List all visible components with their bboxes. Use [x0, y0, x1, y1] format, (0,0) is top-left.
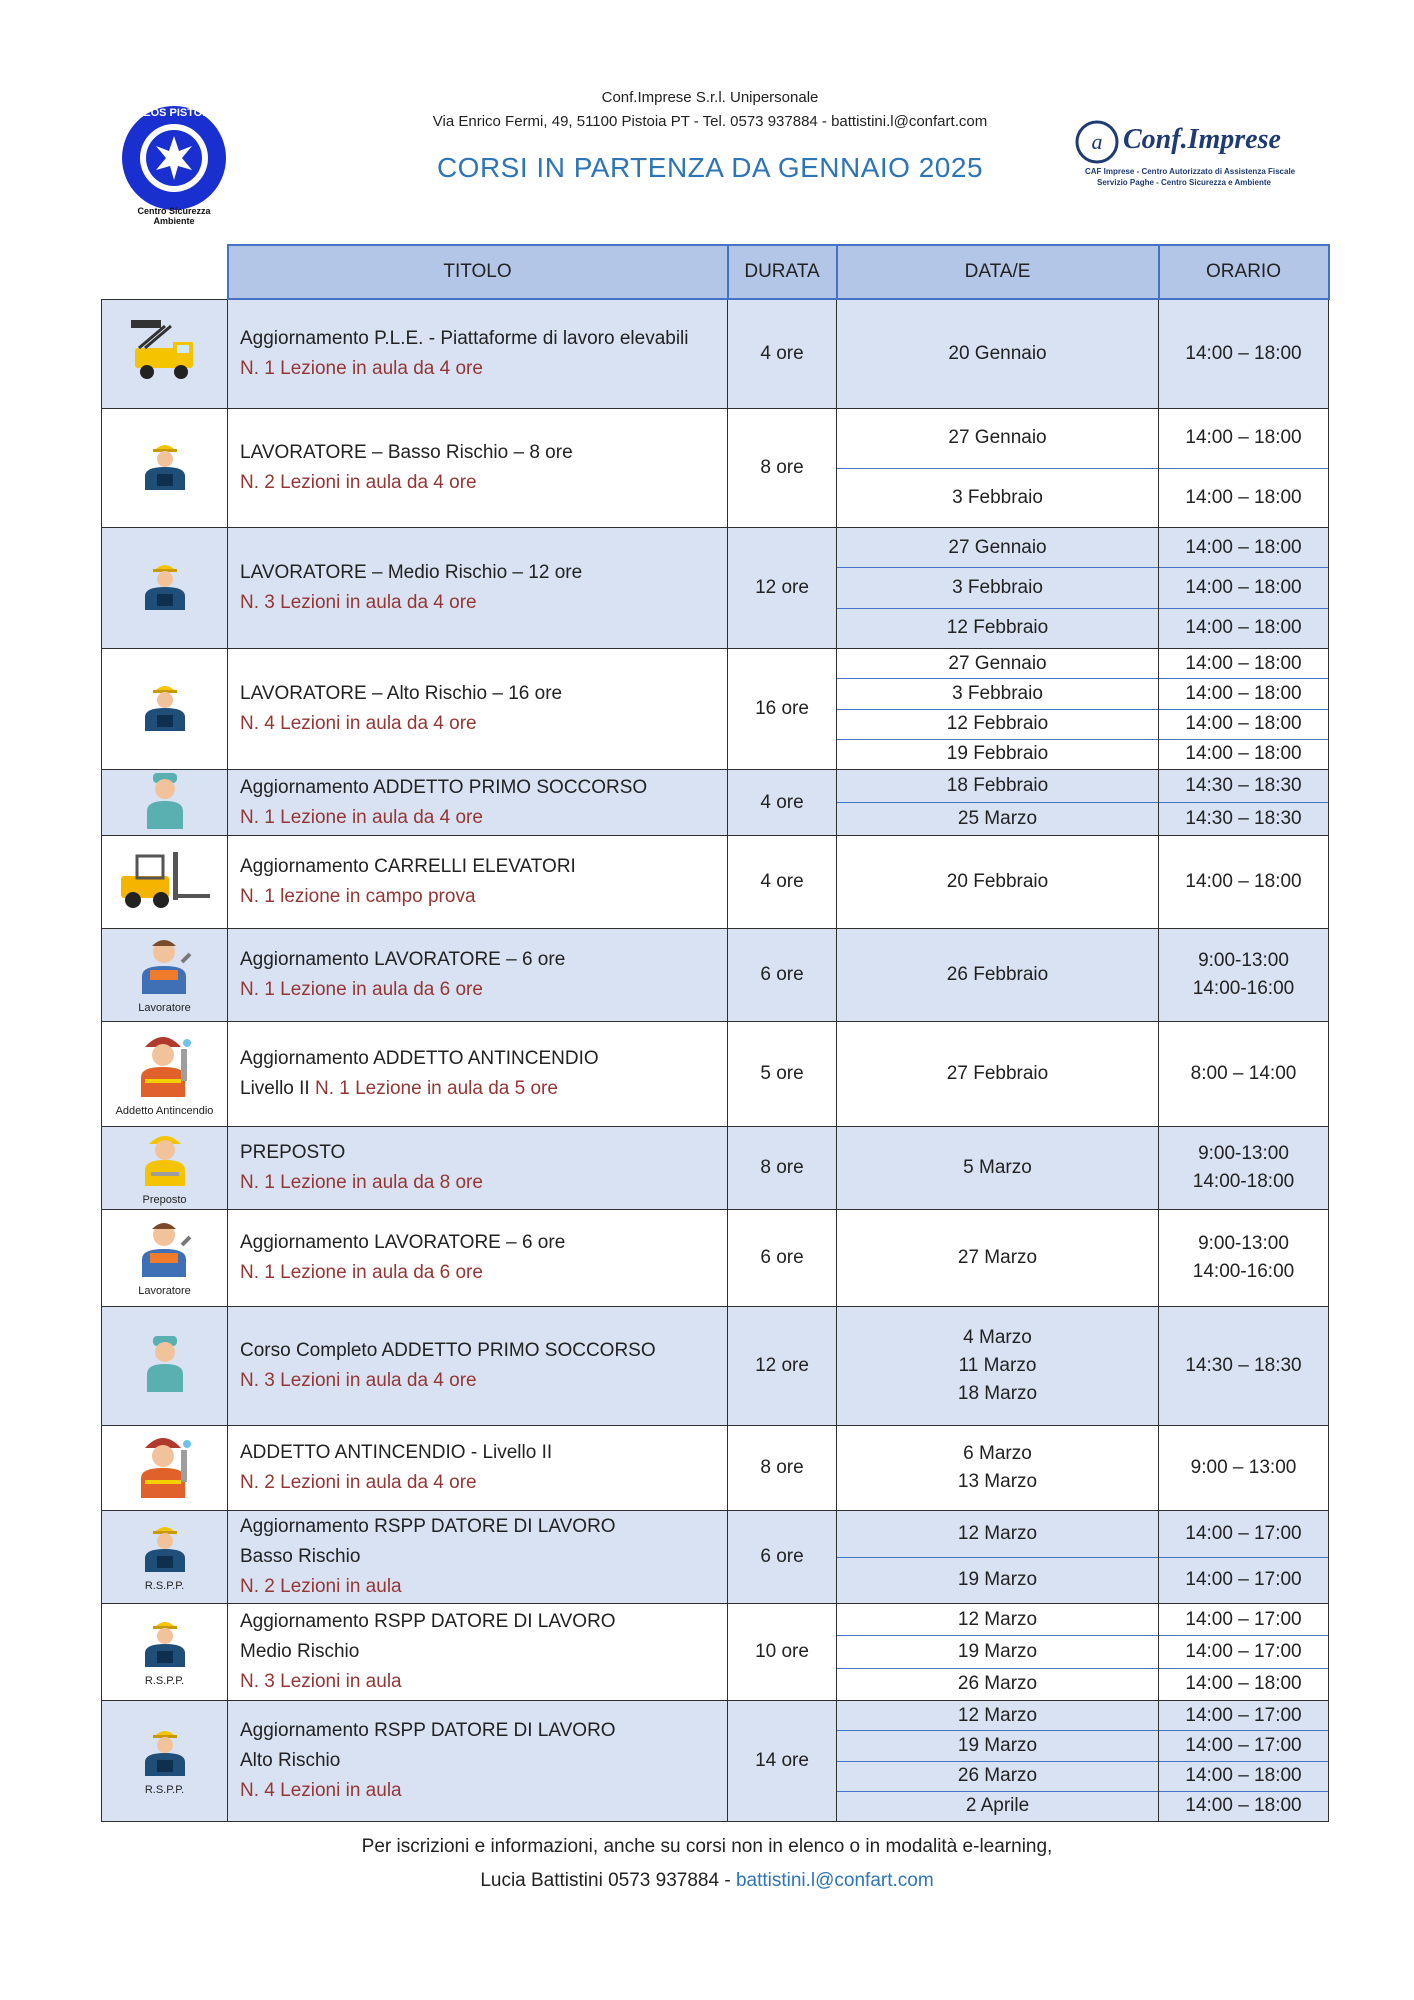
course-date: 26 Marzo — [957, 1673, 1038, 1695]
course-date: 12 Marzo — [837, 1701, 1158, 1731]
table-row — [102, 1022, 1329, 1127]
course-date: 11 Marzo — [958, 1355, 1037, 1376]
course-time: 14:00 – 18:00 — [1185, 617, 1302, 639]
course-date-cell — [837, 929, 1159, 1022]
course-icon-cell — [102, 1426, 228, 1511]
course-time-cell — [1159, 409, 1329, 528]
course-lessons: N. 2 Lezioni in aula — [240, 1576, 402, 1597]
course-title-cell — [228, 929, 728, 1022]
course-date: 27 Gennaio — [837, 409, 1158, 469]
course-time-cell — [1159, 770, 1329, 836]
course-title-cell — [228, 1426, 728, 1511]
course-duration: 4 ore — [728, 836, 837, 929]
course-date: 19 Marzo — [837, 1731, 1158, 1761]
table-row — [102, 1307, 1329, 1426]
course-time: 14:00 – 17:00 — [1159, 1511, 1328, 1558]
icon-caption: Addetto Antincendio — [115, 1104, 214, 1117]
course-time: 9:00-13:00 — [1198, 1143, 1289, 1164]
course-duration: 6 ore — [728, 1511, 837, 1604]
supervisor-icon — [141, 1170, 189, 1191]
svg-text:Conf.Imprese: Conf.Imprese — [1123, 124, 1281, 155]
course-icon-cell — [102, 1307, 228, 1426]
firefighter-icon — [137, 1482, 193, 1503]
course-date: 12 Marzo — [837, 1604, 1158, 1636]
course-lessons: N. 2 Lezioni in aula da 4 ore — [240, 1472, 477, 1493]
table-row — [102, 1210, 1329, 1307]
course-date: 18 Febbraio — [837, 770, 1158, 803]
course-time: 14:00 – 18:00 — [1159, 710, 1328, 740]
course-duration: 6 ore — [728, 929, 837, 1022]
course-date-cell — [837, 770, 1159, 836]
course-time: 14:00 – 18:00 — [1185, 1673, 1302, 1695]
mechanic-icon — [138, 1261, 192, 1282]
course-time: 14:00 – 17:00 — [1159, 1731, 1328, 1761]
svg-text:GEOS PISTOIA: GEOS PISTOIA — [134, 107, 214, 119]
course-date-cell — [837, 299, 1159, 409]
course-title-cell — [228, 1701, 728, 1822]
course-date: 19 Febbraio — [946, 743, 1049, 765]
course-time: 14:00 – 18:00 — [1185, 1795, 1302, 1817]
course-duration: 8 ore — [728, 409, 837, 528]
course-date-cell — [837, 649, 1159, 770]
course-lessons: N. 1 Lezione in aula da 6 ore — [240, 979, 483, 1000]
course-date: 12 Febbraio — [837, 710, 1158, 740]
footer-contact: Lucia Battistini 0573 937884 - — [480, 1870, 736, 1891]
course-date: 20 Febbraio — [946, 871, 1049, 892]
icon-caption: R.S.P.P. — [144, 1579, 185, 1592]
course-time: 14:00 – 18:00 — [1185, 486, 1302, 508]
course-icon-cell — [102, 1022, 228, 1127]
header-time: ORARIO — [1159, 245, 1329, 299]
icon-caption: R.S.P.P. — [144, 1783, 185, 1796]
course-time: 14:00 – 17:00 — [1185, 1569, 1302, 1591]
course-time: 14:30 – 18:30 — [1159, 770, 1328, 803]
company-info — [360, 86, 1060, 134]
table-row — [102, 299, 1329, 409]
nurse-icon — [143, 1376, 187, 1397]
header-blank — [102, 245, 228, 299]
course-date-cell — [837, 1701, 1159, 1822]
course-time: 14:00 – 17:00 — [1159, 1701, 1328, 1731]
course-time-cell — [1159, 1022, 1329, 1127]
course-time: 14:00 – 17:00 — [1159, 1636, 1328, 1668]
course-date-cell — [837, 1022, 1159, 1127]
course-date-cell — [837, 1127, 1159, 1210]
course-date-cell — [837, 1426, 1159, 1511]
course-lessons: N. 1 Lezione in aula da 4 ore — [240, 806, 483, 828]
course-date-cell — [837, 836, 1159, 929]
course-title: Aggiornamento ADDETTO ANTINCENDIO — [240, 1048, 599, 1069]
footer-line2 — [200, 1864, 1214, 1898]
course-date-cell — [837, 409, 1159, 528]
course-title-cell — [228, 1210, 728, 1307]
course-duration: 4 ore — [728, 299, 837, 409]
course-date: 3 Febbraio — [837, 568, 1158, 608]
course-level: Livello II — [240, 1078, 310, 1099]
course-lessons: N. 4 Lezioni in aula da 4 ore — [240, 713, 477, 734]
course-title: Aggiornamento P.L.E. - Piattaforme di lavoro elevabili — [240, 328, 689, 349]
course-date: 20 Gennaio — [948, 343, 1047, 364]
table-row — [102, 409, 1329, 528]
course-time: 14:00 – 17:00 — [1159, 1604, 1328, 1636]
header-dates: DATA/E — [837, 245, 1159, 299]
company-name: Conf.Imprese S.r.l. Unipersonale — [601, 89, 819, 106]
svg-text:CAF Imprese - Centro Autorizza: CAF Imprese - Centro Autorizzato di Assistenza Fiscale — [1085, 167, 1296, 176]
svg-text:Ambiente: Ambiente — [153, 216, 195, 226]
course-title: PREPOSTO — [240, 1142, 346, 1163]
course-date: 27 Febbraio — [946, 1063, 1049, 1084]
course-time-cell — [1159, 1307, 1329, 1426]
course-title: Aggiornamento LAVORATORE – 6 ore — [240, 1232, 566, 1253]
course-title: Aggiornamento CARRELLI ELEVATORI — [240, 856, 576, 877]
course-lessons: N. 3 Lezioni in aula da 4 ore — [240, 592, 477, 613]
course-title-cell — [228, 770, 728, 836]
course-time-cell — [1159, 1426, 1329, 1511]
course-duration: 6 ore — [728, 1210, 837, 1307]
course-duration: 16 ore — [728, 649, 837, 770]
course-date: 19 Marzo — [837, 1636, 1158, 1668]
forklift-icon — [115, 896, 215, 917]
course-date: 12 Febbraio — [946, 617, 1049, 639]
course-date: 5 Marzo — [963, 1157, 1032, 1178]
course-time-cell — [1159, 929, 1329, 1022]
worker-icon — [143, 1651, 187, 1672]
icon-caption: Lavoratore — [138, 1284, 191, 1297]
course-time: 8:00 – 14:00 — [1190, 1063, 1297, 1084]
course-lessons: N. 2 Lezioni in aula da 4 ore — [240, 472, 477, 493]
course-duration: 8 ore — [728, 1127, 837, 1210]
course-icon-cell — [102, 836, 228, 929]
truck-lift-icon — [125, 368, 205, 389]
course-date: 6 Marzo — [963, 1443, 1032, 1464]
course-title: Aggiornamento ADDETTO PRIMO SOCCORSO — [240, 776, 648, 798]
course-title-cell — [228, 1307, 728, 1426]
course-time: 14:00 – 18:00 — [1185, 743, 1302, 765]
course-icon-cell — [102, 1127, 228, 1210]
course-icon-cell — [102, 1701, 228, 1822]
course-lessons: N. 1 Lezione in aula da 5 ore — [314, 1078, 558, 1099]
course-time: 9:00 – 13:00 — [1190, 1457, 1297, 1478]
svg-text:Servizio Paghe - Centro Sicure: Servizio Paghe - Centro Sicurezza e Ambiente — [1097, 178, 1271, 187]
course-date-cell — [837, 1604, 1159, 1701]
table-row — [102, 649, 1329, 770]
course-time-cell — [1159, 1511, 1329, 1604]
course-title-cell — [228, 1511, 728, 1604]
table-header-row — [102, 245, 1329, 299]
course-title: Aggiornamento RSPP DATORE DI LAVORO — [240, 1516, 616, 1537]
course-time: 9:00-13:00 — [1198, 950, 1289, 971]
course-date-cell — [837, 1511, 1159, 1604]
worker-icon — [143, 715, 187, 736]
course-date-cell — [837, 528, 1159, 649]
course-title-cell — [228, 299, 728, 409]
course-duration: 10 ore — [728, 1604, 837, 1701]
course-title-cell — [228, 528, 728, 649]
course-date: 19 Marzo — [957, 1569, 1038, 1591]
course-title: Corso Completo ADDETTO PRIMO SOCCORSO — [240, 1340, 656, 1361]
course-title-cell — [228, 1604, 728, 1701]
course-lessons: N. 3 Lezioni in aula da 4 ore — [240, 1370, 477, 1391]
footer — [200, 1830, 1214, 1898]
nurse-icon — [143, 813, 187, 834]
course-level: Medio Rischio — [240, 1641, 360, 1662]
footer-line1: Per iscrizioni e informazioni, anche su corsi non in elenco o in modalità e-learning, — [361, 1836, 1053, 1857]
mechanic-icon — [138, 978, 192, 999]
course-title-line2 — [240, 1074, 727, 1104]
course-icon-cell — [102, 770, 228, 836]
course-time: 14:00 – 18:00 — [1159, 409, 1328, 469]
course-icon-cell — [102, 649, 228, 770]
course-date: 18 Marzo — [957, 1383, 1038, 1404]
course-time: 14:00-16:00 — [1192, 978, 1295, 999]
course-level: Alto Rischio — [240, 1750, 341, 1771]
course-time-cell — [1159, 649, 1329, 770]
table-row — [102, 1426, 1329, 1511]
course-icon-cell — [102, 299, 228, 409]
table-row — [102, 1604, 1329, 1701]
svg-text:a: a — [1091, 129, 1103, 154]
course-date: 25 Marzo — [957, 808, 1038, 829]
courses-table — [101, 244, 1330, 1822]
course-title-cell — [228, 836, 728, 929]
course-level: Basso Rischio — [240, 1546, 361, 1567]
course-time: 9:00-13:00 — [1198, 1233, 1289, 1254]
course-time: 14:30 – 18:30 — [1185, 808, 1302, 829]
course-time: 14:00 – 18:00 — [1159, 1762, 1328, 1792]
course-time: 14:00 – 18:00 — [1159, 528, 1328, 568]
table-row — [102, 1701, 1329, 1822]
course-date-cell — [837, 1307, 1159, 1426]
icon-caption: R.S.P.P. — [144, 1674, 185, 1687]
confimprese-logo — [1075, 112, 1315, 192]
course-icon-cell — [102, 528, 228, 649]
course-time-cell — [1159, 836, 1329, 929]
course-title: LAVORATORE – Medio Rischio – 12 ore — [240, 562, 583, 583]
footer-email-link[interactable]: battistini.l@confart.com — [735, 1870, 934, 1891]
course-date: 4 Marzo — [963, 1327, 1032, 1348]
course-lessons: N. 1 Lezione in aula da 4 ore — [240, 358, 483, 379]
course-date: 2 Aprile — [965, 1795, 1030, 1817]
course-title: Aggiornamento RSPP DATORE DI LAVORO — [240, 1720, 616, 1741]
worker-icon — [143, 1556, 187, 1577]
course-date: 12 Marzo — [837, 1511, 1158, 1558]
worker-icon — [143, 1760, 187, 1781]
course-duration: 4 ore — [728, 770, 837, 836]
course-lessons: N. 4 Lezioni in aula — [240, 1780, 402, 1801]
course-title-cell — [228, 1022, 728, 1127]
course-lessons: N. 1 Lezione in aula da 6 ore — [240, 1262, 483, 1283]
course-time-cell — [1159, 1604, 1329, 1701]
course-time: 14:00-16:00 — [1192, 1261, 1295, 1282]
course-title-line2 — [240, 1637, 727, 1667]
course-icon-cell — [102, 929, 228, 1022]
page-title: CORSI IN PARTENZA DA GENNAIO 2025 — [436, 152, 984, 183]
course-lessons: N. 1 Lezione in aula da 8 ore — [240, 1172, 483, 1193]
course-title-line2 — [240, 1542, 727, 1572]
worker-icon — [143, 474, 187, 495]
course-title: Aggiornamento RSPP DATORE DI LAVORO — [240, 1611, 616, 1632]
table-row — [102, 528, 1329, 649]
svg-text:Centro Sicurezza: Centro Sicurezza — [137, 206, 211, 216]
course-time: 14:00 – 18:00 — [1185, 871, 1302, 892]
course-date: 26 Marzo — [837, 1762, 1158, 1792]
company-address: Via Enrico Fermi, 49, 51100 Pistoia PT - Tel. 0573 937884 - battistini.l@confart.com — [432, 113, 988, 130]
course-title: LAVORATORE – Alto Rischio – 16 ore — [240, 683, 563, 704]
course-date: 3 Febbraio — [837, 679, 1158, 709]
table-row — [102, 836, 1329, 929]
course-icon-cell — [102, 1511, 228, 1604]
course-lessons: N. 1 lezione in campo prova — [240, 886, 476, 907]
course-duration: 12 ore — [728, 528, 837, 649]
course-time: 14:00 – 18:00 — [1159, 568, 1328, 608]
course-date-cell — [837, 1210, 1159, 1307]
course-time-cell — [1159, 1210, 1329, 1307]
course-date: 26 Febbraio — [946, 964, 1049, 985]
worker-icon — [143, 594, 187, 615]
course-time: 14:00-18:00 — [1192, 1171, 1295, 1192]
course-time-cell — [1159, 1701, 1329, 1822]
course-title-line2 — [240, 1746, 727, 1776]
table-row — [102, 929, 1329, 1022]
geos-pistoia-logo — [112, 96, 247, 226]
course-date: 27 Marzo — [957, 1247, 1038, 1268]
icon-caption: Preposto — [142, 1193, 187, 1206]
course-time-cell — [1159, 299, 1329, 409]
course-duration: 8 ore — [728, 1426, 837, 1511]
course-title: Aggiornamento LAVORATORE – 6 ore — [240, 949, 566, 970]
header-duration: DURATA — [728, 245, 837, 299]
table-row — [102, 1127, 1329, 1210]
course-date: 13 Marzo — [957, 1471, 1038, 1492]
course-duration: 12 ore — [728, 1307, 837, 1426]
course-icon-cell — [102, 1604, 228, 1701]
table-row — [102, 1511, 1329, 1604]
course-time-cell — [1159, 528, 1329, 649]
firefighter-icon — [137, 1081, 193, 1102]
header-title: TITOLO — [228, 245, 728, 299]
course-icon-cell — [102, 409, 228, 528]
course-title: LAVORATORE – Basso Rischio – 8 ore — [240, 442, 573, 463]
course-time: 14:30 – 18:30 — [1185, 1355, 1302, 1376]
course-time: 14:00 – 18:00 — [1159, 679, 1328, 709]
course-title-cell — [228, 409, 728, 528]
course-lessons: N. 3 Lezioni in aula — [240, 1671, 402, 1692]
course-date: 3 Febbraio — [952, 486, 1043, 508]
course-time-cell — [1159, 1127, 1329, 1210]
course-date: 27 Gennaio — [837, 649, 1158, 679]
course-time: 14:00 – 18:00 — [1185, 343, 1302, 364]
icon-caption: Lavoratore — [138, 1001, 191, 1014]
course-icon-cell — [102, 1210, 228, 1307]
course-duration: 14 ore — [728, 1701, 837, 1822]
courses-body — [102, 299, 1329, 1822]
course-date: 27 Gennaio — [837, 528, 1158, 568]
course-time: 14:00 – 18:00 — [1159, 649, 1328, 679]
table-row — [102, 770, 1329, 836]
course-title-cell — [228, 1127, 728, 1210]
course-duration: 5 ore — [728, 1022, 837, 1127]
course-title: ADDETTO ANTINCENDIO - Livello II — [240, 1442, 553, 1463]
course-title-cell — [228, 649, 728, 770]
